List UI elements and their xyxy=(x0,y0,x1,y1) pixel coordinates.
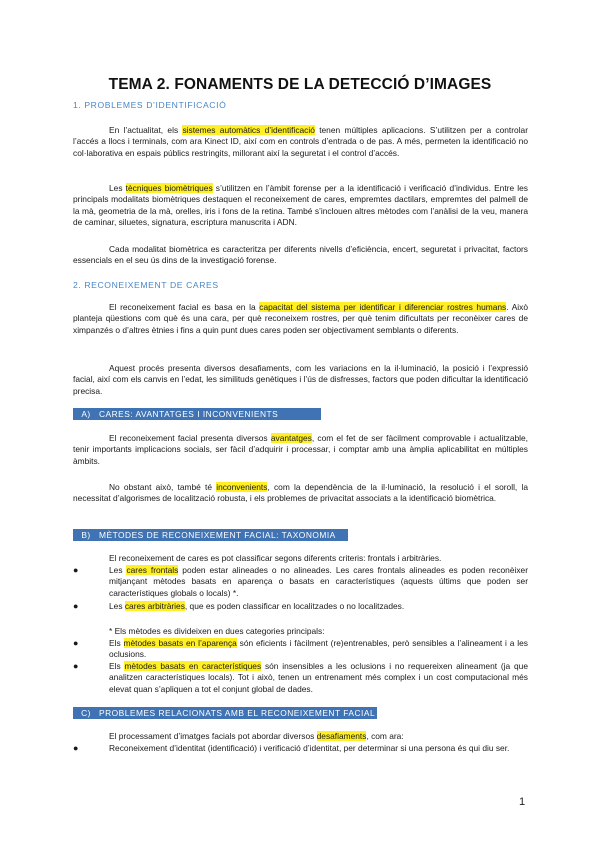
bullet-icon: ● xyxy=(73,601,79,611)
highlight-biometric-techniques: tècniques biomètriques xyxy=(125,183,213,193)
subsection-heading-b: B) MÈTODES DE RECONEIXEMENT FACIAL: TAXONOMIA xyxy=(73,529,348,541)
highlight-feature-methods: mètodes basats en característiques xyxy=(124,661,262,671)
highlight-advantages: avantatges xyxy=(270,433,312,443)
paragraph-face-recognition: El reconeixement facial es basa en la capacitat del sistema per identificar i diferenciar rostres humans. Això planteja qüestions com què és una cara, per què reconeixem rostres, per què tenim dificultats per reconèixer cares de ximpanzés o d’altres ètnies i fins a quin punt dues cares poden ser objectivament semblants o diferents. xyxy=(73,302,529,335)
highlight-appearance-methods: mètodes basats en l’aparença xyxy=(123,638,237,648)
highlight-arbitrary-faces: cares arbitràries xyxy=(124,601,185,611)
paragraph-biometric-modality: Cada modalitat biomètrica es caracteritza per diferents nivells d’eficiència, encert, seguretat i privacitat, factors essencials en el seu ús dins de la investigació forense. xyxy=(73,244,528,266)
paragraph-facial-processing: El processament d’imatges facials pot abordar diversos desafiaments, com ara: xyxy=(109,731,404,741)
paragraph-method-note: * Els mètodes es divideixen en dues categories principals: xyxy=(109,626,325,636)
bullet-icon: ● xyxy=(73,638,79,648)
paragraph-automatic-systems: En l’actualitat, els sistemes automàtics d’identificació tenen múltiples aplicacions. S’utilitzen per a controlar l’accés a llocs i terminals, com ara Kinect ID, així com en controls d’entrada o de pas. A més, permeten la identificació no col·laborativa en espais públics restringits, millorant així la seguretat i el control d’accés. xyxy=(73,125,528,158)
highlight-system-capacity: capacitat del sistema per identificar i diferenciar rostres humans xyxy=(259,302,507,312)
subsection-heading-a: A) CARES: AVANTATGES I INCONVENIENTS xyxy=(73,408,321,420)
page-number: 1 xyxy=(519,796,526,808)
paragraph-challenges: Aquest procés presenta diversos desafiaments, com les variacions en la il·luminació, la posició i l’expressió facial, així com els canvis en l’edat, les similituds genètiques i l’ús de disfresses, factors que poden dificultar la identificació precisa. xyxy=(73,363,528,396)
document-title: TEMA 2. FONAMENTS DE LA DETECCIÓ D’IMAGES xyxy=(108,76,492,93)
list-item-appearance-methods: ● Els mètodes basats en l’aparença són eficients i fàcilment (re)entrenables, però sensibles a l’alineament i a les oclusions. xyxy=(73,638,528,660)
bullet-icon: ● xyxy=(73,743,79,753)
subsection-heading-c: C) PROBLEMES RELACIONATS AMB EL RECONEIXEMENT FACIAL xyxy=(73,707,377,719)
bullet-icon: ● xyxy=(73,661,79,671)
paragraph-disadvantages: No obstant això, també té inconvenients, com la dependència de la il·luminació, la resolució i el soroll, la necessitat d’algorismes de localització robusta, i els problemes de privacitat associats a la identificació biomètrica. xyxy=(73,482,528,504)
list-item-feature-methods: ● Els mètodes basats en característiques són insensibles a les oclusions i no requereixen alineament (ja que analitzen característiques locals). Tot i això, tenen un entrenament més complex i un cost computacional més elevat quan s’apliquen a tot el conjunt global de dades. xyxy=(73,661,528,694)
bullet-icon: ● xyxy=(73,565,79,575)
highlight-disadvantages: inconvenients xyxy=(216,482,268,492)
section-heading-1: 1. PROBLEMES D’IDENTIFICACIÓ xyxy=(73,100,227,110)
highlight-challenges: desafiaments xyxy=(316,731,367,741)
paragraph-advantages: El reconeixement facial presenta diversos avantatges, com el fet de ser fàcilment comprovable i actualitzable, tenir importants implicacions socials, ser fàcil d’adquirir i processar, i comptar amb una àmplia aplicabilitat en múltiples àmbits. xyxy=(73,433,528,466)
paragraph-biometric-techniques: Les tècniques biomètriques s’utilitzen en l’àmbit forense per a la identificació i verificació d’individus. Entre les principals modalitats biomètriques destaquen el reconeixement de cares, empremtes dactilars, empremtes del palmell de la mà, geometria de la mà, orelles, iris i fons de la retina. També s’inclouen altres mètodes com l’anàlisi de la veu, manera de caminar, siluetes, signatura, escriptura manuscrita i ADN. xyxy=(73,183,528,227)
highlight-frontal-faces: cares frontals xyxy=(126,565,179,575)
section-heading-2: 2. RECONEIXEMENT DE CARES xyxy=(73,280,219,290)
list-item-frontal-faces: ● Les cares frontals poden estar alineades o no alineades. Les cares frontals alineades es poden reconèixer mitjançant mètodes basats en aparença o basats en característiques (aquests últims que poden ser característiques globals o locals) *. xyxy=(73,565,528,598)
paragraph-classification: El reconeixement de cares es pot classificar segons diferents criteris: frontals i arbitràries. xyxy=(109,553,442,563)
list-item-identity-recognition: ● Reconeixement d’identitat (identificació) i verificació d’identitat, per determinar si una persona és qui diu ser. xyxy=(73,743,510,753)
list-item-arbitrary-faces: ● Les cares arbitràries, que es poden classificar en localitzades o no localitzades. xyxy=(73,601,405,611)
highlight-automatic-systems: sistemes automàtics d’identificació xyxy=(182,125,315,135)
